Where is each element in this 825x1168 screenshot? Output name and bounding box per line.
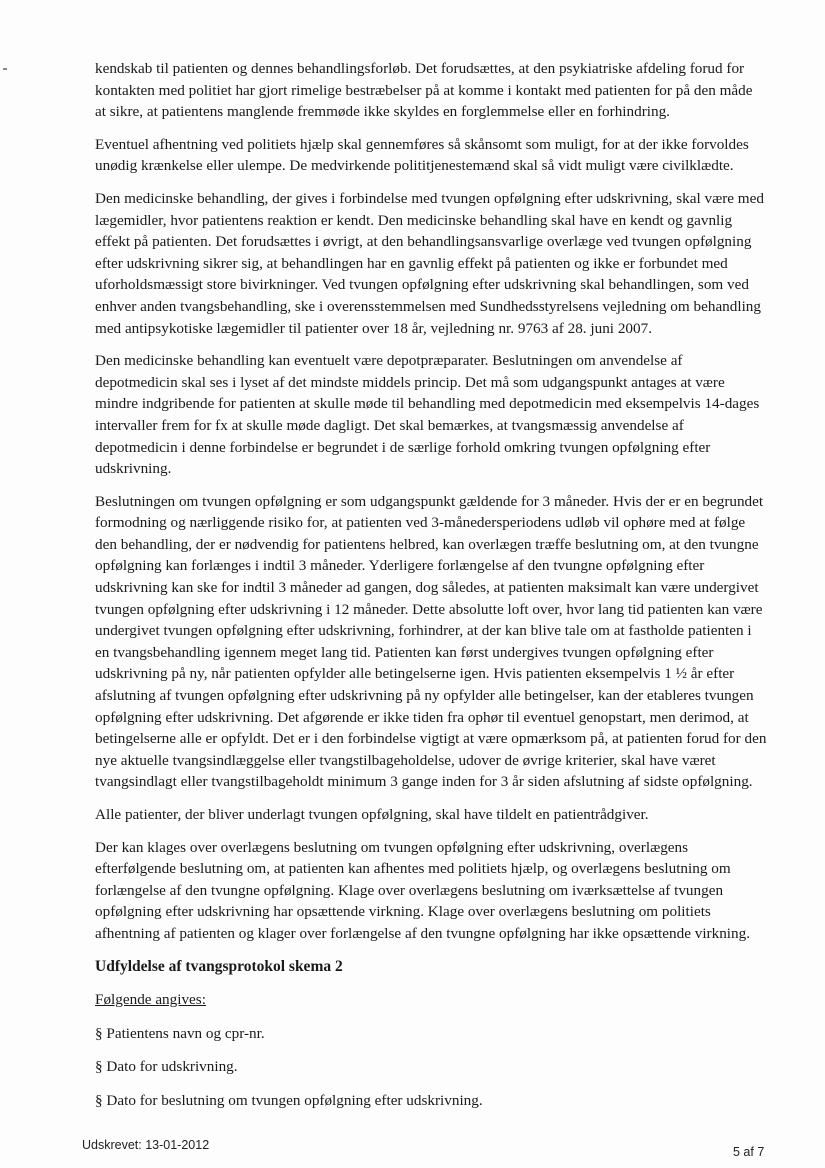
document-body xyxy=(95,58,767,1124)
paragraph: Alle patienter, der bliver underlagt tvungen opfølgning, skal have tildelt en patientrådgiver. xyxy=(95,806,649,823)
paragraph: Den medicinske behandling, der gives i forbindelse med tvungen opfølgning efter udskrivning, skal være med lægemidler, hvor patientens reaktion er kendt. Den medicinske behandling skal have en kendt og gavnlig effekt på patienten. Det forudsættes i øvrigt, at den behandlingsansvarlige overlæge ved tvungen opfølgning efter udskrivning sikrer sig, at behandlingen har en gavnlig effekt på patienten og ikke er forbundet med uforholdsmæssigt store bivirkninger. Ved tvungen opfølgning efter udskrivning skal behandlingen, som ved enhver anden tvangsbehandling, ske i overensstemmelsen med Sundhedsstyrelsens vejledning om behandling med antipsykotiske lægemidler til patienter over 18 år, vejledning nr. 9763 af 28. juni 2007. xyxy=(95,189,764,337)
section-heading: Udfyldelse af tvangsprotokol skema 2 xyxy=(95,957,343,975)
paragraph: Beslutningen om tvungen opfølgning er som udgangspunkt gældende for 3 måneder. Hvis der er en begrundet formodning og nærliggende risiko for, at patienten ved 3-månedersperiodens udløb vil ophøre med at følge den behandling, der er nødvendig for patientens helbred, kan overlægen træffe beslutning om, at den tvungne opfølgning kan forlænges i indtil 3 måneder. Yderligere forlængelse af den tvungne opfølgning efter udskrivning kan ske for indtil 3 måneder ad gangen, dog således, at patienten maksimalt kan være undergivet tvungen opfølgning efter udskrivning i 12 måneder. Dette absolutte loft over, hvor lang tid patienten kan være undergivet tvungen opfølgning efter udskrivning, forhindrer, at der kan blive tale om at fastholde patienten i en tvangsbehandling igennem meget lang tid. Patienten kan først undergives tvungen opfølgning efter udskrivning på ny, når patienten opfylder alle betingelserne igen. Hvis patienten eksempelvis 1 ½ år efter afslutning af tvungen opfølgning efter udskrivning på ny opfylder alle betingelser, kan der etableres tvungen opfølgning efter udskrivning. Det afgørende er ikke tiden fra ophør til eventuel genopstart, men derimod, at betingelserne alle er opfyldt. Det er i den forbindelse vigtigt at være opmærksom på, at patienten forud for den nye aktuelle tvangsindlæggelse eller tvangstilbageholdelse, udover de øvrige kriterier, skal have været tvangsindlagt eller tvangstilbageholdt minimum 3 gange inden for 3 år siden afslutning af sidste opfølgning. xyxy=(95,492,767,791)
paragraph: Eventuel afhentning ved politiets hjælp skal gennemføres så skånsomt som muligt, for at der ikke forvoldes unødig krænkelse eller ulempe. De medvirkende polititjenestemænd skal så vidt muligt være civilklædte. xyxy=(95,135,749,175)
paragraph: Den medicinske behandling kan eventuelt være depotpræparater. Beslutningen om anvendelse af depotmedicin skal ses i lyset af det mindste middels princip. Det må som udgangspunkt antages at være mindre indgribende for patienten at skulle møde til behandling med depotmedicin med eksempelvis 14-dages intervaller frem for fx at skulle møde dagligt. Det skal bemærkes, at tvangsmæssig anvendelse af depotmedicin i denne forbindelse er begrundet i de særlige forhold omkring tvungen opfølgning efter udskrivning. xyxy=(95,352,760,478)
list-item: § Dato for udskrivning. xyxy=(95,1058,238,1076)
list-item: § Dato for beslutning om tvungen opfølgning efter udskrivning. xyxy=(95,1091,483,1109)
list-item: § Patientens navn og cpr-nr. xyxy=(95,1024,265,1042)
subheading: Følgende angives: xyxy=(95,991,206,1009)
scan-artifact xyxy=(3,68,7,70)
page-number: 5 af 7 xyxy=(733,1145,765,1159)
paragraph: Der kan klages over overlægens beslutning om tvungen opfølgning efter udskrivning, overlægens efterfølgende beslutning om, at patienten kan afhentes med politiets hjælp, og overlægens beslutning om forlængelse af den tvungne opfølgning. Klage over overlægens beslutning om iværksættelse af tvungen opfølgning efter udskrivning har opsættende virkning. Klage over overlægens beslutning om politiets afhentning af patienten og klager over forlængelse af den tvungne opfølgning har ikke opsættende virkning. xyxy=(95,838,750,942)
print-date: Udskrevet: 13-01-2012 xyxy=(82,1138,210,1152)
paragraph: kendskab til patienten og dennes behandlingsforløb. Det forudsættes, at den psykiatriske afdeling forud for kontakten med politiet har gjort rimelige bestræbelser på at komme i kontakt med patienten for på den måde at sikre, at patientens manglende fremmøde ikke skyldes en forglemmelse eller en forhindring. xyxy=(95,60,753,121)
